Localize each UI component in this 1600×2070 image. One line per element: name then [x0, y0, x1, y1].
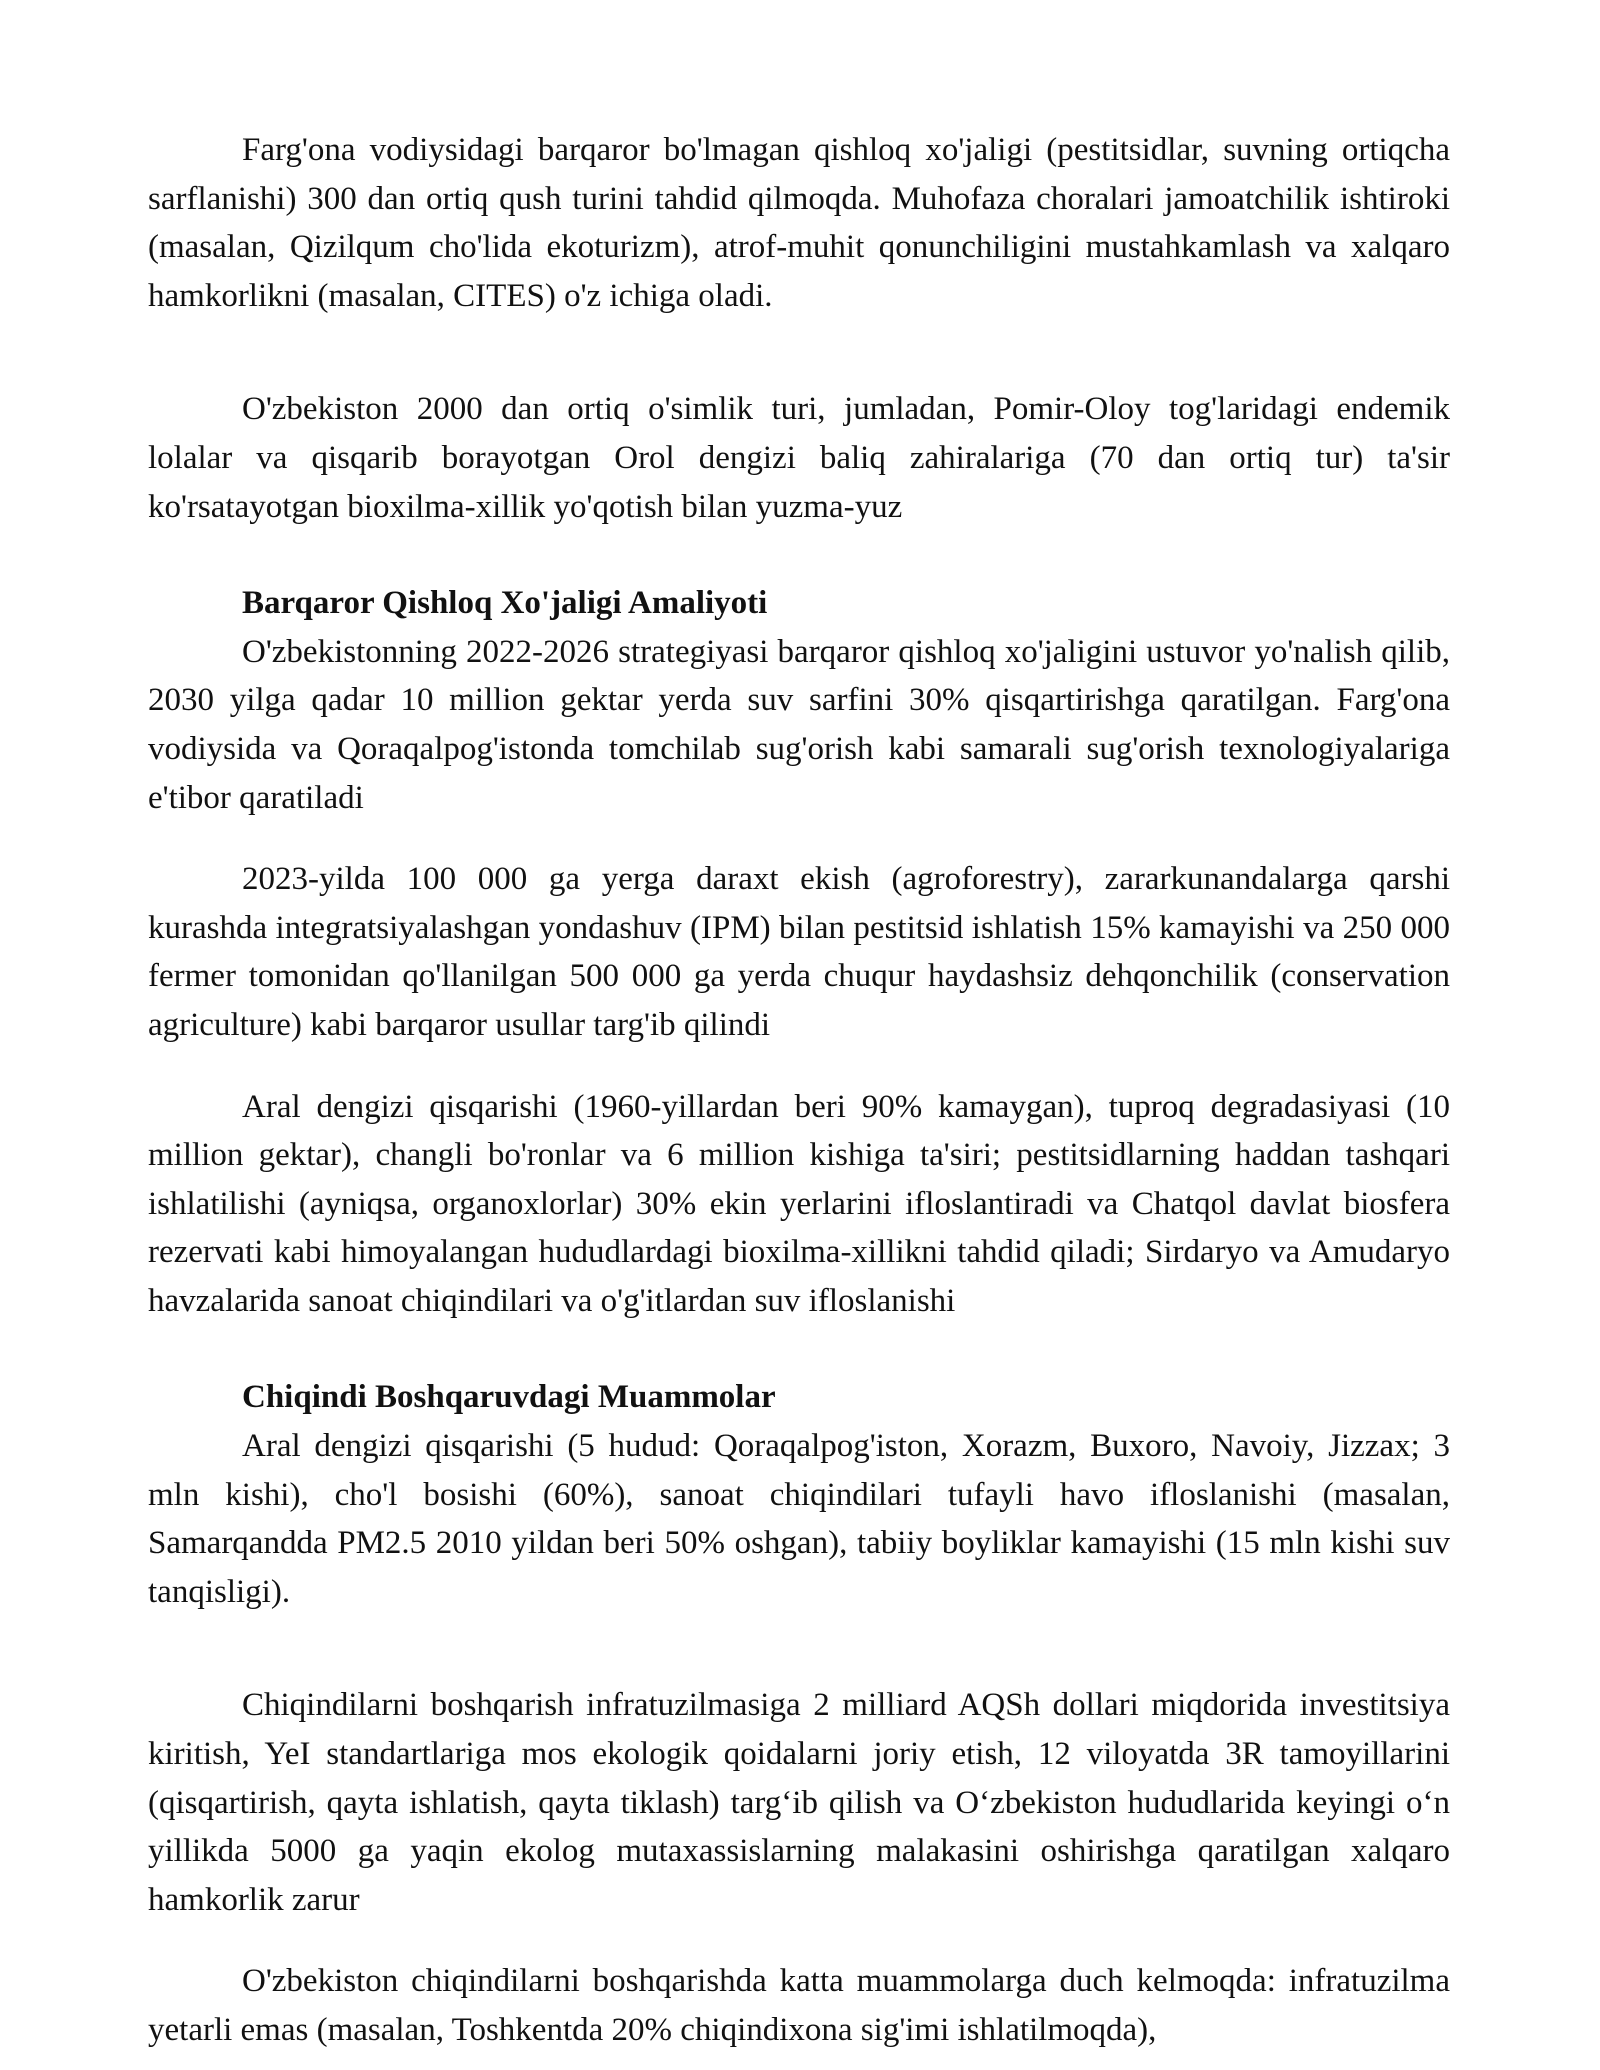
paragraph-agroforestry-2023: 2023-yilda 100 000 ga yerga daraxt ekish (agroforestry), zararkunandalarga qarshi kurashda integratsiyalashgan yondashuv (IPM) bilan pestitsid ishlatish 15% kamayishi va 250 000 fermer tomonidan qo'llanilgan 500 000 ga yerda chuqur haydashsiz dehqonchilik (conservation agriculture) kabi barqaror usullar targ'ib qilindi	[148, 861, 1450, 1043]
heading-waste-management-problems: Chiqindi Boshqaruvdagi Muammolar	[242, 1379, 776, 1416]
document-page	[148, 126, 1450, 2055]
paragraph-waste-challenges: O'zbekiston chiqindilarni boshqarishda katta muammolarga duch kelmoqda: infratuzilma yetarli emas (masalan, Toshkentda 20% chiqindixona sig'imi ishlatilmoqda),	[148, 1963, 1450, 2048]
paragraph-bird-threats: Farg'ona vodiysidagi barqaror bo'lmagan qishloq xo'jaligi (pestitsidlar, suvning ortiqcha sarflanishi) 300 dan ortiq qush turini tahdid qilmoqda. Muhofaza choralari jamoatchilik ishtiroki (masalan, Qizilqum cho'lida ekoturizm), atrof-muhit qonunchiligini mustahkamlash va xalqaro hamkorlikni (masalan, CITES) o'z ichiga oladi.	[148, 132, 1450, 314]
paragraph-waste-investment: Chiqindilarni boshqarish infratuzilmasiga 2 milliard AQSh dollari miqdorida investitsiya kiritish, YeI standartlariga mos ekologik qoidalarni joriy etish, 12 viloyatda 3R tamoyillarini (qisqartirish, qayta ishlatish, qayta tiklash) targ‘ib qilish va O‘zbekiston hududlarida keyingi o‘n yillikda 5000 ga yaqin ekolog mutaxassislarning malakasini oshirishga qaratilgan xalqaro hamkorlik zarur	[148, 1687, 1450, 1918]
paragraph-strategy-2022-2026: O'zbekistonning 2022-2026 strategiyasi barqaror qishloq xo'jaligini ustuvor yo'nalish qilib, 2030 yilga qadar 10 million gektar yerda suv sarfini 30% qisqartirishga qaratilgan. Farg'ona vodiysida va Qoraqalpog'istonda tomchilab sug'orish kabi samarali sug'orish texnologiyalariga e'tibor qaratiladi	[148, 633, 1450, 816]
heading-sustainable-agriculture: Barqaror Qishloq Xo'jaligi Amaliyoti	[242, 585, 768, 622]
paragraph-aral-sea-degradation: Aral dengizi qisqarishi (1960-yillardan beri 90% kamaygan), tuproq degradasiyasi (10 million gektar), changli bo'ronlar va 6 million kishiga ta'siri; pestitsidlarning haddan tashqari ishlatilishi (ayniqsa, organoxlorlar) 30% ekin yerlarini ifloslantiradi va Chatqol davlat biosfera rezervati kabi himoyalangan hududlardagi bioxilma-xillikni tahdid qiladi; Sirdaryo va Amudaryo havzalarida sanoat chiqindilari va o'g'itlardan suv ifloslanishi	[148, 1088, 1450, 1319]
paragraph-biodiversity-loss: O'zbekiston 2000 dan ortiq o'simlik turi, jumladan, Pomir-Oloy tog'laridagi endemik lolalar va qisqarib borayotgan Orol dengizi baliq zahiralariga (70 dan ortiq tur) ta'sir ko'rsatayotgan bioxilma-xillik yo'qotish bilan yuzma-yuz	[148, 391, 1450, 525]
paragraph-aral-sea-regions: Aral dengizi qisqarishi (5 hudud: Qoraqalpog'iston, Xorazm, Buxoro, Navoiy, Jizzax; 3 mln kishi), cho'l bosishi (60%), sanoat chiqindilari tufayli havo ifloslanishi (masalan, Samarqandda PM2.5 2010 yildan beri 50% oshgan), tabiiy boyliklar kamayishi (15 mln kishi suv tanqisligi).	[148, 1428, 1450, 1610]
